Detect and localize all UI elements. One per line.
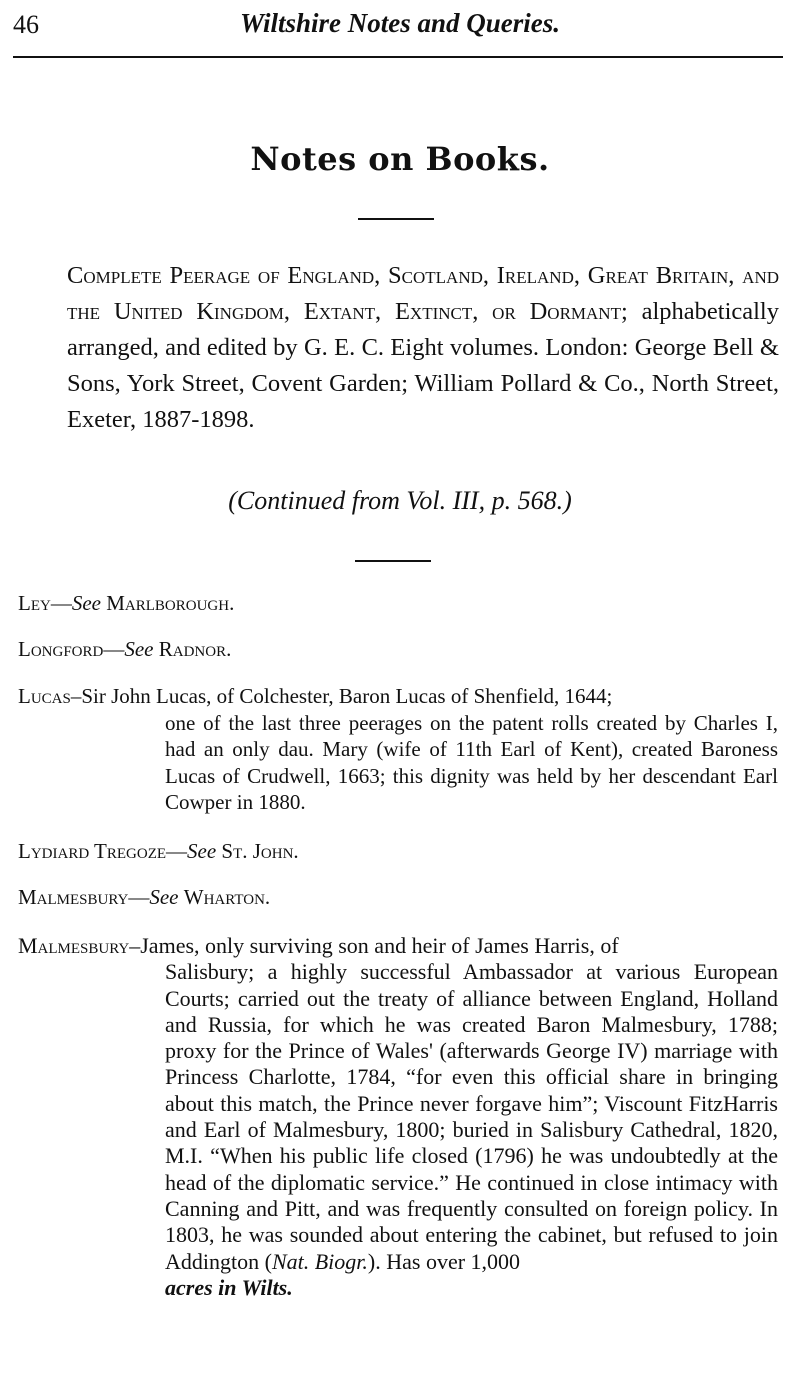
see-label: See xyxy=(187,839,217,863)
running-title: Wiltshire Notes and Queries. xyxy=(239,8,561,38)
entry-dash: — xyxy=(166,839,188,863)
entry-malmesbury-see xyxy=(18,884,778,911)
book-title: Complete Peerage of England, Scotland, Ireland, Great Britain, and the United Kingdom, Extant, Extinct, or Dormant xyxy=(67,262,779,325)
section-title: Notes on Books. xyxy=(250,140,550,178)
entry-body-tail: ). Has over 1,000 xyxy=(367,1248,521,1274)
cross-reference: Wharton. xyxy=(183,885,271,909)
entry-first-text: Sir John Lucas, of Colchester, Baron Lucas of Shenfield, 1644; xyxy=(81,684,613,708)
entry-dash: — xyxy=(50,591,72,615)
cross-reference: Radnor. xyxy=(158,637,232,661)
entry-longford xyxy=(18,636,778,663)
entry-body-text: Salisbury; a highly successful Ambassador at various European Courts; carried out the treaty of alliance between England, Holland and Russia, for which he was created Baron Malmesbury, 1788; proxy for the Prince of Wales' (afterwards George IV) marriage with Princess Charlotte, 1784, “for even this official share in bringing about this match, the Prince never forgave him”; Viscount FitzHarris and Earl of Malmesbury, 1800; buried in Salisbury Cathedral, 1820, M.I. “When his public life closed (1796) he was undoubtedly at the head of the diplomatic service.” He continued in close intimacy with Canning and Pitt, and was frequently consulted on foreign policy. In 1803, he was sounded about entering the cabinet, but refused to join Addington ( xyxy=(165,959,778,1274)
entries-divider xyxy=(355,560,431,562)
page-header xyxy=(0,6,800,46)
citation: Nat. Biogr. xyxy=(271,1248,368,1274)
entry-first-line xyxy=(18,683,778,710)
title-divider xyxy=(358,218,434,220)
entry-first-line xyxy=(18,933,778,959)
cross-reference: St. John. xyxy=(221,839,299,863)
continued-note: (Continued from Vol. III, p. 568.) xyxy=(228,486,572,515)
entry-malmesbury xyxy=(18,933,778,1301)
entry-head: Malmesbury xyxy=(18,933,130,958)
entry-dash: – xyxy=(70,684,82,708)
see-label: See xyxy=(149,885,179,909)
see-label: See xyxy=(71,591,101,615)
cross-reference: Marlborough. xyxy=(106,591,235,615)
entry-lucas xyxy=(18,683,778,816)
book-citation xyxy=(67,258,779,438)
entry-dash: – xyxy=(129,933,141,958)
page-number: 46 xyxy=(13,10,39,39)
entry-body: one of the last three peerages on the patent rolls created by Charles I, had an only dau. Mary (wife of 11th Earl of Kent), created Baroness Lucas of Crudwell, 1663; this dignity was held by her descendant Earl Cowper in 1880. xyxy=(165,710,778,814)
entry-dash: — xyxy=(103,637,125,661)
see-label: See xyxy=(124,637,154,661)
entry-head: Malmesbury xyxy=(18,885,129,909)
book-details: ; alphabetically arranged, and edited by G. E. C. Eight volumes. London: George Bell & Sons, York Street, Covent Garden; William Pollard & Co., North Street, Exeter, 1887-1898. xyxy=(67,298,779,433)
entry-ley xyxy=(18,590,778,617)
entry-head: Ley xyxy=(18,591,51,615)
entry-first-text: James, only surviving son and heir of James Harris, of xyxy=(140,933,619,958)
entry-lydiard-tregoze xyxy=(18,838,778,865)
entry-body xyxy=(18,959,778,1301)
entry-last-line: acres in Wilts. xyxy=(165,1274,293,1300)
header-rule xyxy=(13,56,783,58)
entry-head: Lucas xyxy=(18,684,71,708)
entry-head: Longford xyxy=(18,637,104,661)
entry-head: Lydiard Tregoze xyxy=(18,839,167,863)
entry-dash: — xyxy=(128,885,150,909)
